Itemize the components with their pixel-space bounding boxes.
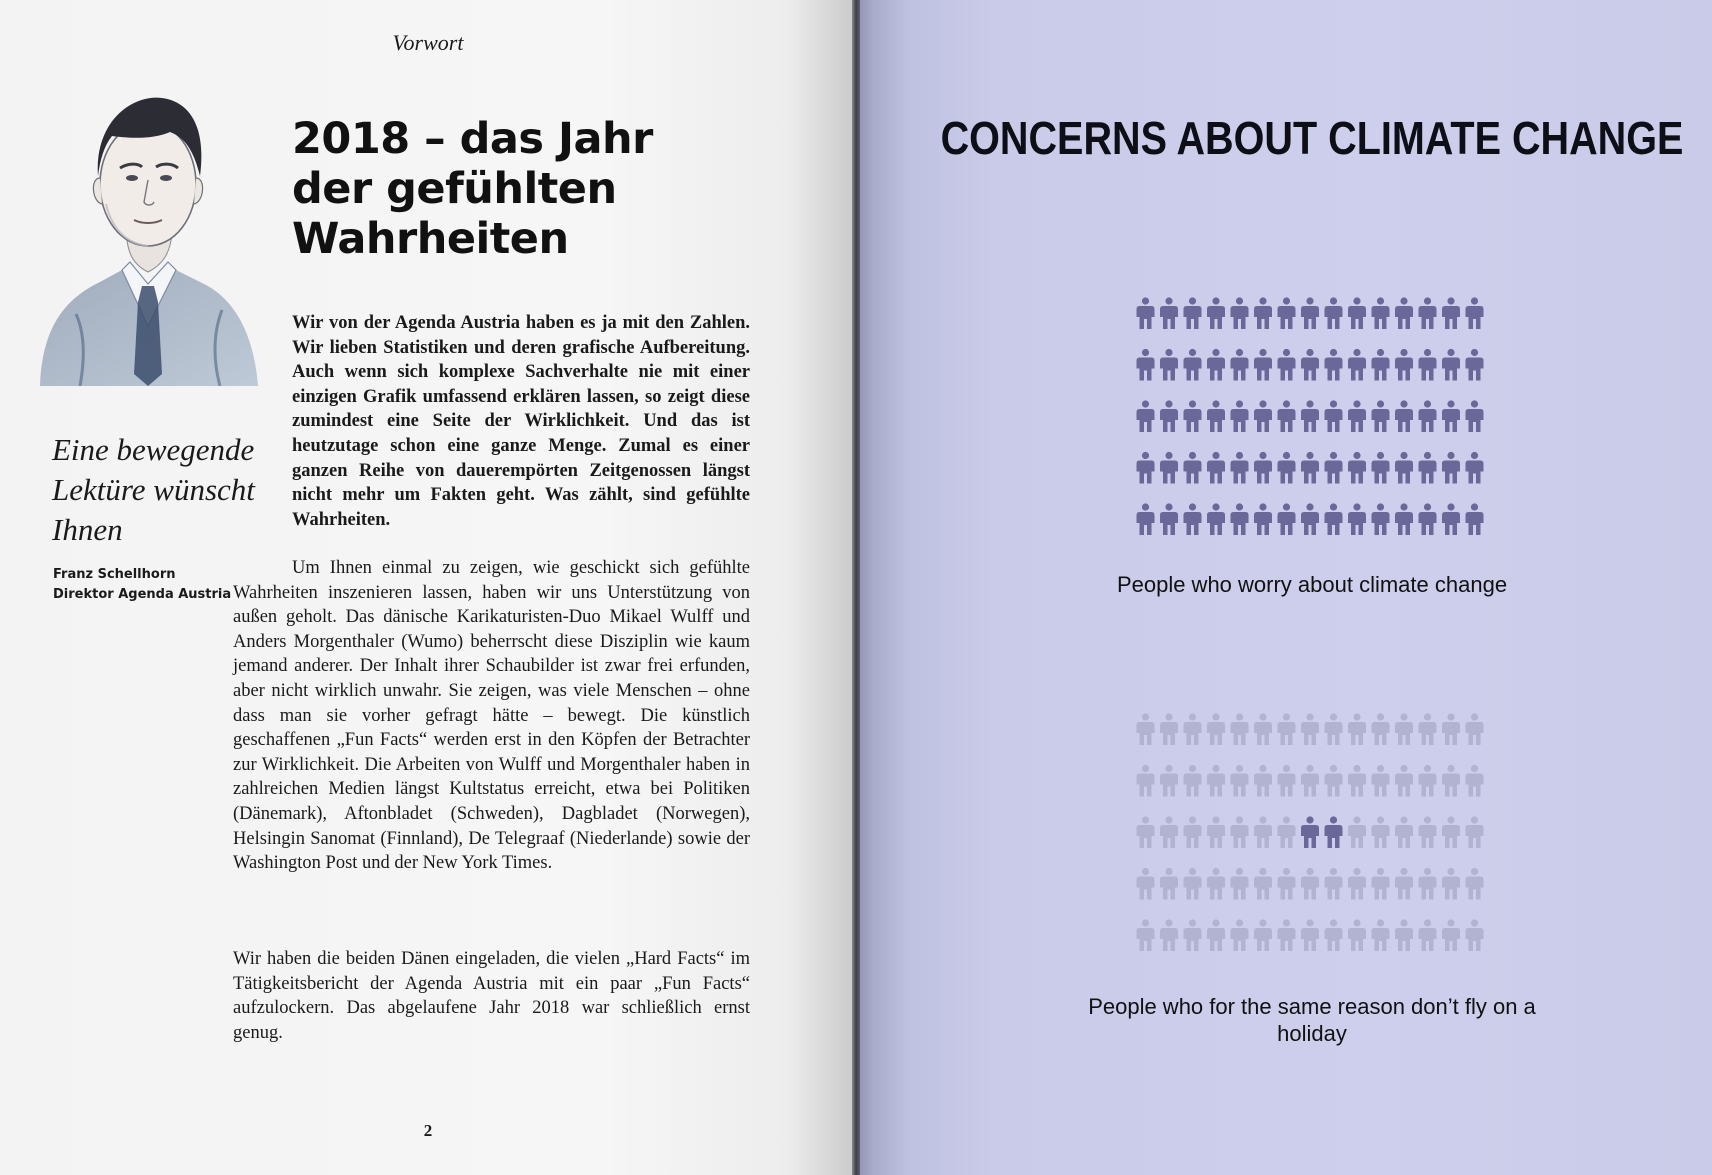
person-icon	[1301, 765, 1319, 797]
person-icon-highlighted	[1325, 452, 1343, 484]
person-icon-highlighted	[1395, 452, 1413, 484]
person-icon-highlighted	[1231, 297, 1249, 329]
person-icon	[1137, 713, 1155, 745]
person-icon-highlighted	[1395, 503, 1413, 535]
person-icon	[1278, 765, 1296, 797]
person-icon-highlighted	[1254, 452, 1272, 484]
person-icon-highlighted	[1137, 503, 1155, 535]
person-icon	[1348, 765, 1366, 797]
person-icon	[1325, 868, 1343, 900]
person-icon	[1207, 919, 1225, 951]
caption-worry: People who worry about climate change	[1116, 572, 1508, 597]
person-icon-highlighted	[1278, 297, 1296, 329]
person-icon-highlighted	[1348, 452, 1366, 484]
person-icon-highlighted	[1419, 452, 1437, 484]
page-number: 2	[423, 1121, 433, 1140]
person-icon-highlighted	[1325, 349, 1343, 381]
person-icon	[1301, 868, 1319, 900]
person-icon-highlighted	[1278, 349, 1296, 381]
person-icon-highlighted	[1278, 503, 1296, 535]
person-icon	[1325, 713, 1343, 745]
person-icon	[1278, 713, 1296, 745]
person-icon	[1278, 816, 1296, 848]
person-icon-highlighted	[1466, 349, 1484, 381]
person-icon-highlighted	[1231, 349, 1249, 381]
person-icon	[1419, 868, 1437, 900]
person-icon	[1137, 868, 1155, 900]
person-icon	[1160, 919, 1178, 951]
person-icon	[1395, 868, 1413, 900]
person-icon-highlighted	[1137, 297, 1155, 329]
person-icon-highlighted	[1348, 297, 1366, 329]
person-icon	[1231, 713, 1249, 745]
person-icon	[1442, 868, 1460, 900]
person-icon-highlighted	[1395, 297, 1413, 329]
person-icon-highlighted	[1442, 503, 1460, 535]
person-icon-highlighted	[1442, 297, 1460, 329]
person-icon-highlighted	[1348, 400, 1366, 432]
person-icon-highlighted	[1372, 452, 1390, 484]
book-gutter	[852, 0, 860, 1175]
person-icon-highlighted	[1372, 297, 1390, 329]
person-icon-highlighted	[1372, 400, 1390, 432]
person-icon-highlighted	[1137, 400, 1155, 432]
person-icon-highlighted	[1231, 452, 1249, 484]
person-icon	[1372, 816, 1390, 848]
person-icon-highlighted	[1184, 503, 1202, 535]
headline: 2018 – das Jahr der gefühlten Wahrheiten	[292, 114, 653, 264]
person-icon	[1160, 713, 1178, 745]
person-icon	[1372, 765, 1390, 797]
person-icon-highlighted	[1301, 452, 1319, 484]
person-icon-highlighted	[1442, 452, 1460, 484]
person-icon	[1442, 765, 1460, 797]
person-icon-highlighted	[1466, 452, 1484, 484]
person-icon	[1466, 713, 1484, 745]
person-icon	[1137, 765, 1155, 797]
person-icon	[1395, 713, 1413, 745]
person-icon	[1325, 765, 1343, 797]
person-icon-highlighted	[1160, 349, 1178, 381]
person-icon-highlighted	[1325, 400, 1343, 432]
person-icon-highlighted	[1254, 297, 1272, 329]
person-icon-highlighted	[1160, 297, 1178, 329]
person-icon	[1160, 765, 1178, 797]
person-icon	[1442, 816, 1460, 848]
person-icon	[1231, 868, 1249, 900]
person-icon	[1160, 816, 1178, 848]
person-icon	[1278, 919, 1296, 951]
person-icon-highlighted	[1419, 349, 1437, 381]
person-icon	[1395, 816, 1413, 848]
caption-no-fly: People who for the same reason don’t fly on a holiday	[1088, 994, 1536, 1046]
person-icon-highlighted	[1278, 400, 1296, 432]
person-icon-highlighted	[1207, 400, 1225, 432]
person-icon	[1348, 816, 1366, 848]
person-icon	[1419, 919, 1437, 951]
person-icon-highlighted	[1419, 400, 1437, 432]
person-icon-highlighted	[1419, 297, 1437, 329]
pictogram-no-fly	[1136, 713, 1488, 969]
person-icon	[1184, 919, 1202, 951]
closing-paragraph: Wir haben die beiden Dänen eingeladen, die vielen „Hard Facts“ im Tätigkeitsbericht der Agenda Austria mit ein paar „Fun Facts“ aufzulockern. Das abgelaufene Jahr 2018 war schließlich ernst genug.	[233, 949, 750, 1043]
person-icon	[1301, 919, 1319, 951]
body-paragraph: Um Ihnen einmal zu zeigen, wie geschickt sich gefühlte Wahrheiten inszenieren lassen, haben wir uns Unterstützung von außen geholt. Das dänische Karikaturisten-Duo Mikael Wulff und Anders Morgenthaler (Wumo) beherrscht diese Disziplin wie kaum jemand anderer. Der Inhalt ihrer Schaubilder ist zwar frei erfunden, aber nicht wirklich unwahr. Sie zeigen, was viele Menschen – ohne dass man sie vorher gefragt hätte – bewegt. Die künstlich geschaffenen „Fun Facts“ werden erst in den Köpfen der Betrachter zur Wirklichkeit. Die Arbeiten von Wulff und Morgenthaler haben in zahlreichen Medien längst Kultstatus erreicht, etwa bei Politiken (Dänemark), Aftonbladet (Schweden), Dagbladet (Norwegen), Helsingin Sanomat (Finnland), De Telegraaf (Niederlande) sowie der Washington Post und der New York Times.	[233, 558, 750, 874]
person-icon	[1184, 816, 1202, 848]
person-icon	[1442, 713, 1460, 745]
person-icon-highlighted	[1301, 400, 1319, 432]
person-icon-highlighted	[1325, 297, 1343, 329]
chart-title: CONCERNS ABOUT CLIMATE CHANGE	[940, 112, 1684, 164]
person-icon	[1254, 868, 1272, 900]
person-icon	[1442, 919, 1460, 951]
person-icon-highlighted	[1137, 349, 1155, 381]
person-icon-highlighted	[1184, 400, 1202, 432]
person-icon	[1207, 713, 1225, 745]
person-icon-highlighted	[1348, 503, 1366, 535]
person-icon-highlighted	[1466, 503, 1484, 535]
person-icon	[1419, 713, 1437, 745]
person-icon	[1254, 919, 1272, 951]
person-icon-highlighted	[1372, 349, 1390, 381]
person-icon	[1231, 919, 1249, 951]
person-icon-highlighted	[1325, 503, 1343, 535]
person-icon-highlighted	[1301, 297, 1319, 329]
signature-title: Direktor Agenda Austria	[53, 587, 232, 602]
person-icon-highlighted	[1395, 400, 1413, 432]
person-icon-highlighted	[1231, 503, 1249, 535]
person-icon-highlighted	[1301, 349, 1319, 381]
person-icon-highlighted	[1466, 400, 1484, 432]
person-icon-highlighted	[1160, 400, 1178, 432]
person-icon-highlighted	[1254, 400, 1272, 432]
person-icon	[1137, 919, 1155, 951]
person-icon-highlighted	[1278, 452, 1296, 484]
person-icon	[1395, 919, 1413, 951]
person-icon-highlighted	[1372, 503, 1390, 535]
person-icon-highlighted	[1325, 816, 1343, 848]
person-icon	[1207, 816, 1225, 848]
person-icon	[1395, 765, 1413, 797]
person-icon	[1348, 713, 1366, 745]
person-icon	[1184, 713, 1202, 745]
person-icon	[1254, 765, 1272, 797]
person-icon	[1466, 919, 1484, 951]
person-icon-highlighted	[1137, 452, 1155, 484]
person-icon	[1137, 816, 1155, 848]
person-icon-highlighted	[1160, 452, 1178, 484]
person-icon-highlighted	[1442, 349, 1460, 381]
person-icon	[1207, 765, 1225, 797]
person-icon-highlighted	[1160, 503, 1178, 535]
person-icon	[1184, 868, 1202, 900]
person-icon	[1348, 919, 1366, 951]
person-icon-highlighted	[1207, 349, 1225, 381]
person-icon	[1419, 816, 1437, 848]
person-icon	[1160, 868, 1178, 900]
person-icon-highlighted	[1184, 452, 1202, 484]
person-icon-highlighted	[1231, 400, 1249, 432]
person-icon	[1231, 765, 1249, 797]
person-icon-highlighted	[1207, 452, 1225, 484]
person-icon	[1325, 919, 1343, 951]
person-icon	[1372, 868, 1390, 900]
person-icon	[1301, 713, 1319, 745]
person-icon	[1466, 868, 1484, 900]
person-icon	[1278, 868, 1296, 900]
intro-paragraph: Wir von der Agenda Austria haben es ja mit den Zahlen. Wir lieben Statistiken und deren grafische Aufbereitung. Auch wenn sich komplexe Sachverhalte nie mit einer einzigen Grafik umfassend erklären lassen, so zeigt diese zumindest eine Seite der Wirklichkeit. Und das ist heutzutage schon eine ganze Menge. Zumal es einer ganzen Reihe von dauerempörten Zeitgenossen längst nicht mehr um Fakten geht. Was zählt, sind gefühlte Wahrheiten.	[292, 313, 750, 530]
person-icon-highlighted	[1466, 297, 1484, 329]
person-icon	[1466, 816, 1484, 848]
person-icon	[1466, 765, 1484, 797]
pictogram-worry	[1136, 297, 1488, 553]
person-icon	[1231, 816, 1249, 848]
person-icon	[1254, 713, 1272, 745]
pull-quote: Eine bewegende Lektüre wünscht Ihnen	[52, 432, 255, 547]
person-icon	[1207, 868, 1225, 900]
person-icon-highlighted	[1348, 349, 1366, 381]
person-icon-highlighted	[1419, 503, 1437, 535]
person-icon-highlighted	[1207, 503, 1225, 535]
person-icon	[1372, 919, 1390, 951]
signature-name: Franz Schellhorn	[53, 567, 176, 582]
right-page	[856, 0, 1712, 1175]
portrait-illustration	[36, 74, 260, 386]
person-icon-highlighted	[1254, 349, 1272, 381]
person-icon-highlighted	[1301, 816, 1319, 848]
person-icon	[1419, 765, 1437, 797]
person-icon-highlighted	[1442, 400, 1460, 432]
person-icon	[1184, 765, 1202, 797]
person-icon-highlighted	[1184, 297, 1202, 329]
person-icon-highlighted	[1207, 297, 1225, 329]
person-icon-highlighted	[1395, 349, 1413, 381]
person-icon-highlighted	[1184, 349, 1202, 381]
person-icon	[1372, 713, 1390, 745]
person-icon	[1254, 816, 1272, 848]
person-icon-highlighted	[1301, 503, 1319, 535]
person-icon	[1348, 868, 1366, 900]
section-header: Vorwort	[392, 30, 464, 55]
person-icon-highlighted	[1254, 503, 1272, 535]
